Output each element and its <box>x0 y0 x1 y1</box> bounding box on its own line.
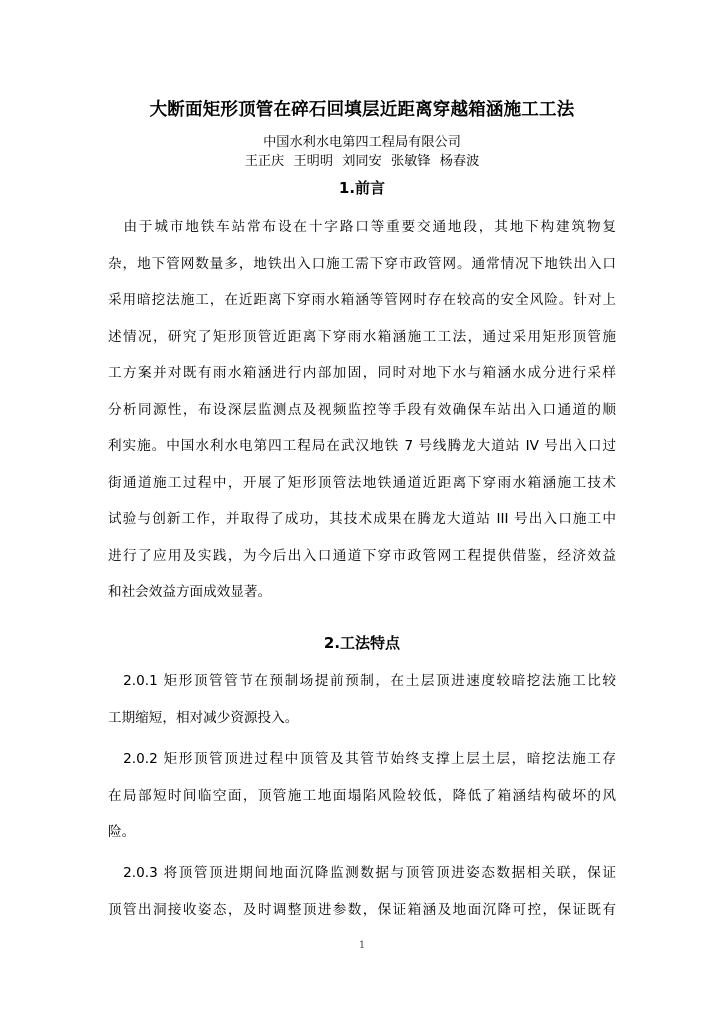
text-line: 险。 <box>108 824 136 840</box>
author-list <box>0 150 724 169</box>
text-line: 利实施。中国水利水电第四工程局在武汉地铁 7 号线腾龙大道站 IV 号出入口过 <box>108 438 616 454</box>
preface-paragraph <box>108 209 616 611</box>
feature-paragraph-1 <box>108 663 616 736</box>
organization: 中国水利水电第四工程局有限公司 <box>263 135 461 150</box>
page-number: 1 <box>358 940 366 951</box>
text-line: 顶管出洞接收姿态，及时调整顶进参数，保证箱涵及地面沉降可控，保证既有 <box>108 901 616 918</box>
section-heading-preface: 1.前言 <box>338 179 386 197</box>
text-line: 2.0.1 矩形顶管管节在预制场提前预制，在土层顶进速度较暗挖法施工比较 <box>108 673 616 689</box>
author: 王正庆 <box>244 154 285 169</box>
author: 张敏锋 <box>390 154 431 169</box>
text-line: 采用暗挖法施工，在近距离下穿雨水箱涵等管网时存在较高的安全风险。针对上 <box>108 292 616 308</box>
text-line: 2.0.2 矩形顶管顶进过程中顶管及其管节始终支撑上层土层，暗挖法施工存 <box>108 751 616 767</box>
text-line: 述情况，研究了矩形顶管近距离下穿雨水箱涵施工工法，通过采用矩形顶管施 <box>108 328 616 345</box>
paper-title: 大断面矩形顶管在碎石回填层近距离穿越箱涵施工工法 <box>149 100 575 120</box>
text-line: 分析同源性，布设深层监测点及视频监控等手段有效确保车站出入口通道的顺 <box>108 401 616 418</box>
author: 刘同安 <box>342 154 382 169</box>
author: 杨春波 <box>439 154 480 169</box>
feature-paragraph-2 <box>108 741 616 851</box>
text-line: 和社会效益方面成效显著。 <box>108 584 272 600</box>
text-line: 由于城市地铁车站常布设在十字路口等重要交通地段，其地下构建筑物复 <box>108 219 616 235</box>
text-line: 2.0.3 将顶管顶进期间地面沉降监测数据与顶管顶进姿态数据相关联，保证 <box>108 865 616 881</box>
text-line: 杂，地下管网数量多，地铁出入口施工需下穿市政管网。通常情况下地铁出入口 <box>108 255 616 272</box>
feature-paragraph-3 <box>108 855 616 928</box>
text-line: 工方案并对既有雨水箱涵进行内部加固，同时对地下水与箱涵水成分进行采样 <box>108 365 616 381</box>
text-line: 在局部短时间临空面，顶管施工地面塌陷风险较低，降低了箱涵结构破坏的风 <box>108 787 616 804</box>
section-heading-features: 2.工法特点 <box>323 634 401 652</box>
author: 王明明 <box>293 154 334 169</box>
text-line: 街通道施工过程中，开展了矩形顶管法地铁通道近距离下穿雨水箱涵施工技术 <box>108 474 616 491</box>
text-line: 工期缩短，相对减少资源投入。 <box>108 709 299 726</box>
text-line: 试验与创新工作，并取得了成功，其技术成果在腾龙大道站 III 号出入口施工中 <box>108 511 616 527</box>
text-line: 进行了应用及实践，为今后出入口通道下穿市政管网工程提供借鉴，经济效益 <box>108 547 616 564</box>
